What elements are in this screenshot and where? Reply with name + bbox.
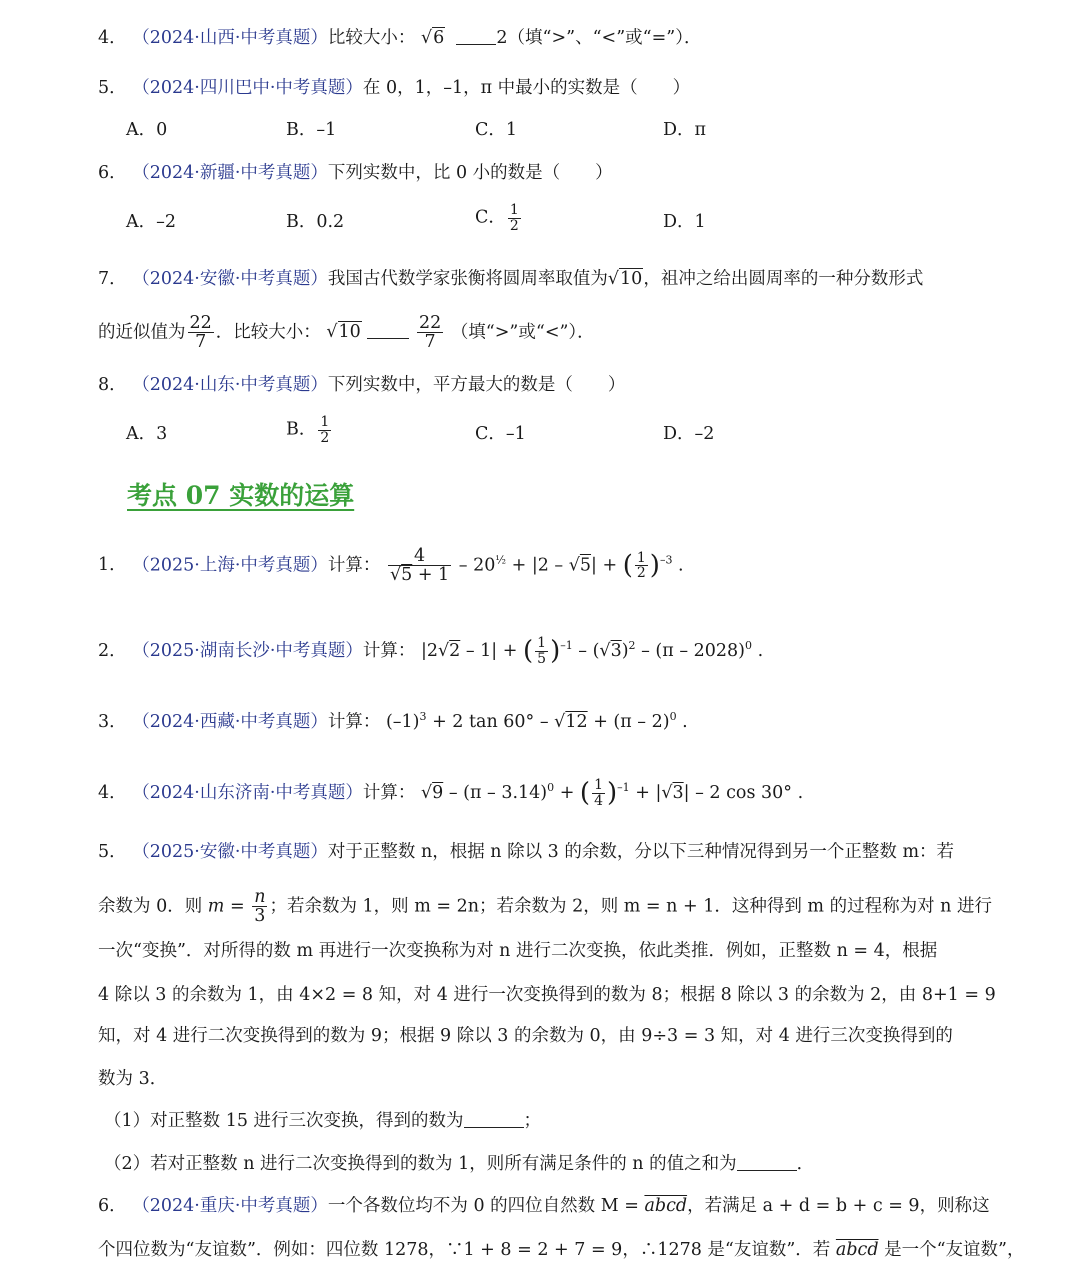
choice-c[interactable]: C． $\frac{1}{2}$	[475, 202, 519, 234]
answer-blank[interactable]	[456, 28, 496, 45]
choice-d[interactable]: D．π	[663, 120, 707, 140]
fraction-one-quarter: $\frac{1}{4}$	[594, 777, 603, 809]
question-5: 5． （2025·安徽·中考真题）对于正整数 n，根据 n 除以 3 的余数，分以下三种情况得到另一个正整数 m：若	[98, 842, 955, 862]
choice-d[interactable]: D．–2	[663, 424, 715, 444]
choice-b[interactable]: B． $\frac{1}{2}$	[286, 414, 330, 446]
choice-c[interactable]: C．–1	[475, 424, 526, 444]
answer-blank[interactable]	[367, 322, 409, 339]
sqrt-10: √10	[607, 269, 643, 289]
fraction-half: $\frac{1}{2}$	[636, 549, 646, 582]
question-5-line2: 余数为 0．则 m = $\frac{n}{3}$ ；若余数为 1，则 m = 2n；若余数为 2，则 m = n + 1．这种得到 m 的过程称为对 n 进行	[98, 887, 992, 927]
question-6-line2: 个四位数为“友谊数”．例如：四位数 1278，∵1 + 8 = 2 + 7 = 9，∴1278 是“友谊数”．若 abcd 是一个“友谊数”，	[98, 1240, 1025, 1260]
question-7-line2: 的近似值为 $\frac{22}{7}$ ．比较大小： √10 $\frac{22}{7}$ （填“>”或“<”）．	[98, 313, 595, 353]
answer-blank[interactable]	[737, 1154, 797, 1171]
question-4-prev: 4． （2024·山西·中考真题）比较大小： √6 2（填“>”、“<”或“=”）．	[98, 28, 702, 48]
fraction-one-fifth: $\frac{1}{5}$	[537, 635, 547, 667]
fraction-n-over-3: $\frac{n}{3}$	[254, 887, 266, 927]
choice-b[interactable]: B．0.2	[286, 212, 345, 232]
question-5-prev: 5． （2024·四川巴中·中考真题）在 0，1，–1，π 中最小的实数是（ ）	[98, 78, 691, 98]
answer-blank[interactable]	[464, 1111, 524, 1128]
question-8-prev: 8． （2024·山东·中考真题）下列实数中，平方最大的数是（ ）	[98, 375, 626, 395]
choice-a[interactable]: A．–2	[126, 212, 177, 232]
fraction-22-7: $\frac{22}{7}$	[189, 313, 212, 353]
question-5-line5: 知，对 4 进行二次变换得到的数为 9；根据 9 除以 3 的余数为 0，由 9÷3 = 3 知，对 4 进行三次变换得到的	[98, 1026, 953, 1046]
fraction-half: $\frac{1}{2}$	[509, 202, 519, 234]
fraction-4-over-sqrt5-plus-1: $\frac{4}{√5 + 1}$	[389, 546, 450, 586]
choice-d[interactable]: D．1	[663, 212, 706, 232]
fraction-22-7: $\frac{22}{7}$	[418, 313, 442, 353]
sqrt-10: √10	[326, 322, 361, 343]
choice-b[interactable]: B．–1	[286, 120, 337, 140]
question-2: 2． （2025·湖南长沙·中考真题）计算： |2√2 – 1| + ( $\frac{1}{5}$ )$^{-1} - (√3)^2 - (\pi - 2028)^0$ .	[98, 635, 764, 667]
question-1: 1． （2025·上海·中考真题）计算： $\frac{4}{√5 + 1}$ – $20^{\frac{1}{2}} + |2 - √5|$ + ( $\frac{1}{2}$ )$^{-3}$ .	[98, 546, 684, 586]
choice-c[interactable]: C．1	[475, 120, 518, 140]
question-5-line4: 4 除以 3 的余数为 1，由 4×2 = 8 知，对 4 进行一次变换得到的数为 8；根据 8 除以 3 的余数为 2，由 8+1 = 9	[98, 985, 996, 1005]
section-title: 考点 07 实数的运算	[127, 481, 355, 510]
question-5-part-1: （1）对正整数 15 进行三次变换，得到的数为 ；	[104, 1111, 542, 1131]
question-3: 3． （2024·西藏·中考真题）计算： $(-1)^3 + 2$ tan 60° – √12 + (π – 2)$^0$ .	[98, 710, 688, 732]
question-5-part-2: （2）若对正整数 n 进行二次变换得到的数为 1，则所有满足条件的 n 的值之和为 ．	[104, 1154, 815, 1174]
question-6-prev: 6． （2024·新疆·中考真题）下列实数中，比 0 小的数是（ ）	[98, 163, 613, 183]
question-6: 6． （2024·重庆·中考真题）一个各数位均不为 0 的四位自然数 M = abcd，若满足 a + d = b + c = 9，则称这	[98, 1196, 990, 1216]
question-4: 4． （2024·山东济南·中考真题）计算： √9 – (π – 3.14)$^0$ + ( $\frac{1}{4}$ )$^{-1}$ + |√3| – 2 cos 30° .	[98, 777, 804, 809]
choice-a[interactable]: A．0	[126, 120, 168, 140]
sqrt-6: √6	[420, 28, 445, 48]
question-7-prev: 7． （2024·安徽·中考真题）我国古代数学家张衡将圆周率取值为√10，祖冲之给出圆周率的一种分数形式	[98, 269, 924, 289]
fraction-half: $\frac{1}{2}$	[320, 414, 330, 446]
question-5-line3: 一次“变换”．对所得的数 m 再进行一次变换称为对 n 进行二次变换，依此类推．例如，正整数 n = 4，根据	[98, 941, 938, 961]
choice-a[interactable]: A．3	[126, 424, 168, 444]
question-5-line6: 数为 3．	[98, 1069, 168, 1089]
